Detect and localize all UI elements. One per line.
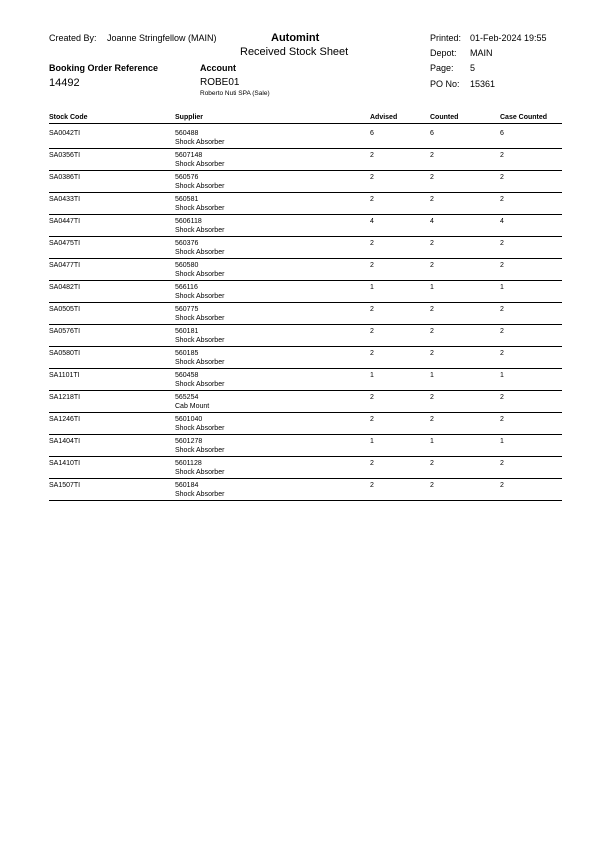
- supplier-code-cell: 5607148: [175, 152, 203, 159]
- counted-cell: 1: [430, 284, 434, 291]
- case-counted-cell: 2: [500, 240, 504, 247]
- counted-cell: 6: [430, 130, 434, 137]
- supplier-code-cell: 560580: [175, 262, 199, 269]
- row-divider: [49, 368, 562, 369]
- advised-cell: 2: [370, 240, 374, 247]
- table-row: [0, 348, 595, 370]
- case-counted-cell: 2: [500, 416, 504, 423]
- advised-cell: 2: [370, 174, 374, 181]
- case-counted-cell: 4: [500, 218, 504, 225]
- stock-code-cell: SA1246TI: [49, 416, 81, 423]
- case-counted-cell: 2: [500, 306, 504, 313]
- advised-cell: 1: [370, 372, 374, 379]
- stock-code-cell: SA0356TI: [49, 152, 81, 159]
- col-counted: Counted: [430, 114, 459, 121]
- description-cell: Shock Absorber: [175, 337, 225, 344]
- supplier-code-cell: 566116: [175, 284, 198, 291]
- account-code: ROBE01: [200, 77, 240, 88]
- case-counted-cell: 2: [500, 482, 504, 489]
- description-cell: Shock Absorber: [175, 271, 225, 278]
- supplier-code-cell: 5601040: [175, 416, 203, 423]
- table-row: [0, 260, 595, 282]
- account-label: Account: [200, 63, 236, 73]
- case-counted-cell: 2: [500, 394, 504, 401]
- table-row: [0, 128, 595, 150]
- counted-cell: 4: [430, 218, 434, 225]
- stock-code-cell: SA0576TI: [49, 328, 81, 335]
- stock-code-cell: SA1404TI: [49, 438, 81, 445]
- depot-value: MAIN: [470, 48, 493, 58]
- po-value: 15361: [470, 79, 496, 89]
- case-counted-cell: 2: [500, 460, 504, 467]
- supplier-code-cell: 560576: [175, 174, 199, 181]
- counted-cell: 1: [430, 372, 434, 379]
- table-row: [0, 282, 595, 304]
- description-cell: Shock Absorber: [175, 425, 225, 432]
- counted-cell: 2: [430, 482, 434, 489]
- case-counted-cell: 2: [500, 152, 504, 159]
- description-cell: Shock Absorber: [175, 249, 225, 256]
- stock-code-cell: SA0482TI: [49, 284, 81, 291]
- table-row: [0, 216, 595, 238]
- counted-cell: 2: [430, 306, 434, 313]
- table-row: [0, 436, 595, 458]
- stock-code-cell: SA1101TI: [49, 372, 80, 379]
- row-divider: [49, 170, 562, 171]
- stock-code-cell: SA0386TI: [49, 174, 81, 181]
- case-counted-cell: 2: [500, 350, 504, 357]
- col-advised: Advised: [370, 114, 398, 121]
- stock-code-cell: SA0475TI: [49, 240, 81, 247]
- table-row: [0, 194, 595, 216]
- row-divider: [49, 192, 562, 193]
- stock-code-cell: SA0447TI: [49, 218, 81, 225]
- supplier-code-cell: 5601278: [175, 438, 203, 445]
- stock-code-cell: SA0477TI: [49, 262, 81, 269]
- advised-cell: 2: [370, 460, 374, 467]
- row-divider: [49, 390, 562, 391]
- supplier-code-cell: 560376: [175, 240, 199, 247]
- case-counted-cell: 1: [500, 372, 504, 379]
- description-cell: Shock Absorber: [175, 447, 225, 454]
- printed-label: Printed:: [430, 33, 462, 43]
- header-divider: [49, 123, 562, 124]
- table-row: [0, 150, 595, 172]
- table-row: [0, 304, 595, 326]
- table-row: [0, 414, 595, 436]
- description-cell: Shock Absorber: [175, 227, 225, 234]
- document-title: Received Stock Sheet: [240, 46, 349, 58]
- stock-code-cell: SA0433TI: [49, 196, 81, 203]
- description-cell: Shock Absorber: [175, 469, 225, 476]
- supplier-code-cell: 560184: [175, 482, 199, 489]
- counted-cell: 2: [430, 174, 434, 181]
- description-cell: Shock Absorber: [175, 139, 225, 146]
- col-stock-code: Stock Code: [49, 114, 88, 121]
- row-divider: [49, 500, 562, 501]
- description-cell: Shock Absorber: [175, 183, 225, 190]
- supplier-code-cell: 560185: [175, 350, 199, 357]
- supplier-code-cell: 560581: [175, 196, 199, 203]
- description-cell: Shock Absorber: [175, 161, 225, 168]
- supplier-code-cell: 565254: [175, 394, 199, 401]
- advised-cell: 2: [370, 152, 374, 159]
- advised-cell: 2: [370, 416, 374, 423]
- row-divider: [49, 346, 562, 347]
- supplier-code-cell: 5601128: [175, 460, 202, 467]
- printed-value: 01-Feb-2024 19:55: [470, 33, 547, 43]
- row-divider: [49, 214, 562, 215]
- counted-cell: 2: [430, 262, 434, 269]
- table-row: [0, 480, 595, 502]
- page-value: 5: [470, 63, 476, 73]
- row-divider: [49, 148, 562, 149]
- advised-cell: 2: [370, 262, 374, 269]
- row-divider: [49, 434, 562, 435]
- company-name: Automint: [271, 32, 320, 44]
- stock-code-cell: SA0042TI: [49, 130, 81, 137]
- advised-cell: 2: [370, 482, 374, 489]
- counted-cell: 2: [430, 328, 434, 335]
- advised-cell: 6: [370, 130, 374, 137]
- row-divider: [49, 302, 562, 303]
- supplier-code-cell: 560488: [175, 130, 199, 137]
- advised-cell: 2: [370, 196, 374, 203]
- col-case-counted: Case Counted: [500, 114, 548, 121]
- table-row: [0, 326, 595, 348]
- case-counted-cell: 1: [500, 438, 504, 445]
- case-counted-cell: 2: [500, 196, 504, 203]
- supplier-code-cell: 560458: [175, 372, 199, 379]
- advised-cell: 2: [370, 328, 374, 335]
- table-row: [0, 392, 595, 414]
- counted-cell: 2: [430, 240, 434, 247]
- advised-cell: 2: [370, 350, 374, 357]
- description-cell: Cab Mount: [175, 403, 210, 410]
- row-divider: [49, 478, 562, 479]
- counted-cell: 2: [430, 152, 434, 159]
- row-divider: [49, 280, 562, 281]
- counted-cell: 2: [430, 460, 434, 467]
- counted-cell: 1: [430, 438, 434, 445]
- stock-code-cell: SA0505TI: [49, 306, 81, 313]
- advised-cell: 1: [370, 438, 374, 445]
- stock-code-cell: SA0580TI: [49, 350, 81, 357]
- case-counted-cell: 1: [500, 284, 504, 291]
- description-cell: Shock Absorber: [175, 359, 225, 366]
- stock-code-cell: SA1218TI: [49, 394, 81, 401]
- advised-cell: 2: [370, 306, 374, 313]
- col-supplier: Supplier: [175, 114, 204, 121]
- row-divider: [49, 456, 562, 457]
- row-divider: [49, 412, 562, 413]
- description-cell: Shock Absorber: [175, 315, 225, 322]
- case-counted-cell: 2: [500, 328, 504, 335]
- table-row: [0, 458, 595, 480]
- account-name: Roberto Nuti SPA (Sale): [200, 90, 270, 97]
- supplier-code-cell: 560775: [175, 306, 199, 313]
- case-counted-cell: 2: [500, 262, 504, 269]
- po-label: PO No:: [430, 79, 460, 89]
- description-cell: Shock Absorber: [175, 205, 225, 212]
- counted-cell: 2: [430, 394, 434, 401]
- row-divider: [49, 236, 562, 237]
- booking-ref-value: 14492: [49, 77, 80, 89]
- stock-code-cell: SA1507TI: [49, 482, 81, 489]
- supplier-code-cell: 5606118: [175, 218, 202, 225]
- counted-cell: 2: [430, 350, 434, 357]
- case-counted-cell: 2: [500, 174, 504, 181]
- table-row: [0, 172, 595, 194]
- booking-ref-label: Booking Order Reference: [49, 63, 159, 73]
- page-label: Page:: [430, 63, 454, 73]
- counted-cell: 2: [430, 196, 434, 203]
- description-cell: Shock Absorber: [175, 491, 225, 498]
- advised-cell: 1: [370, 284, 374, 291]
- stock-code-cell: SA1410TI: [49, 460, 81, 467]
- counted-cell: 2: [430, 416, 434, 423]
- advised-cell: 4: [370, 218, 374, 225]
- description-cell: Shock Absorber: [175, 381, 225, 388]
- table-row: [0, 370, 595, 392]
- description-cell: Shock Absorber: [175, 293, 225, 300]
- advised-cell: 2: [370, 394, 374, 401]
- row-divider: [49, 324, 562, 325]
- created-by-label: Created By:: [49, 33, 97, 43]
- case-counted-cell: 6: [500, 130, 504, 137]
- depot-label: Depot:: [430, 48, 457, 58]
- supplier-code-cell: 560181: [175, 328, 199, 335]
- row-divider: [49, 258, 562, 259]
- created-by-value: Joanne Stringfellow (MAIN): [107, 33, 217, 43]
- table-row: [0, 238, 595, 260]
